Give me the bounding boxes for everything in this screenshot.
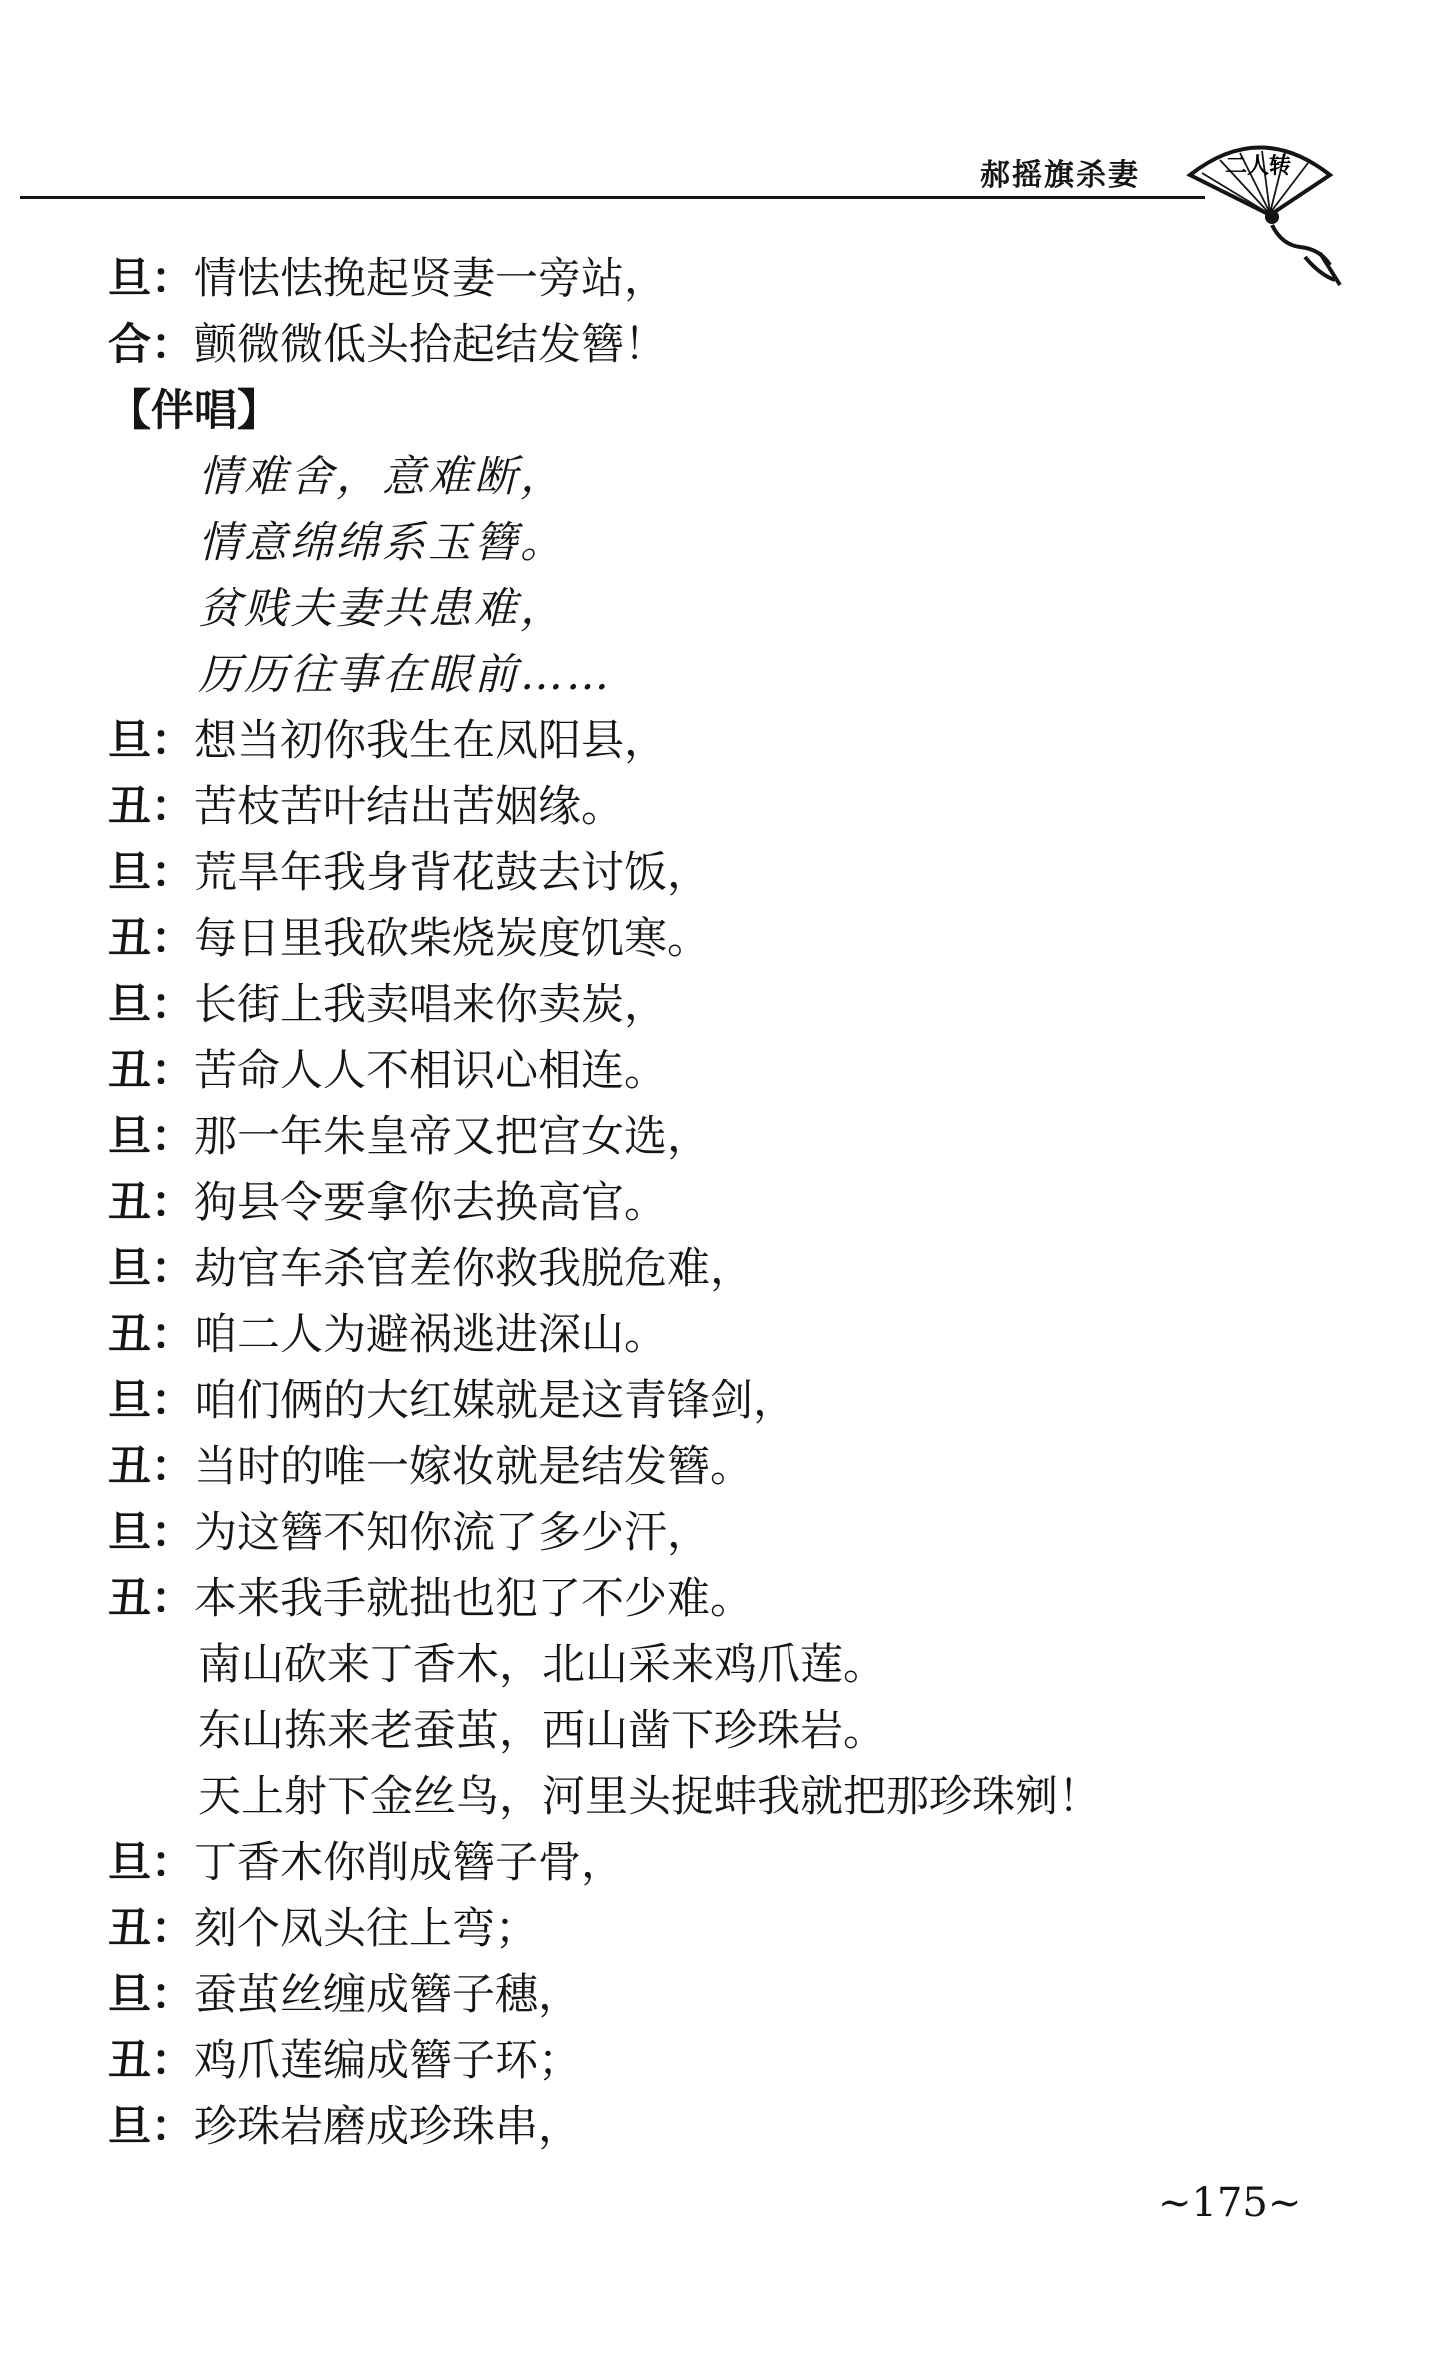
role-label: 旦： [108,1508,194,1558]
role-label: 丑： [108,1574,194,1624]
dialogue-line [108,840,1258,906]
line-text: 咱二人为避祸逃进深山。 [194,1310,667,1360]
dialogue-line [108,906,1258,972]
line-text: 咱们俩的大红媒就是这青锋剑， [194,1376,796,1426]
role-label: 丑： [108,914,194,964]
role-label: 丑： [108,1904,194,1954]
header-rule [20,196,1205,199]
dialogue-line [108,1170,1258,1236]
dialogue-line [108,312,1258,378]
line-text: 丁香木你削成簪子骨， [194,1838,624,1888]
dialogue-line [108,1434,1258,1500]
dialogue-line [108,1104,1258,1170]
continuation-line: 南山砍来丁香木，北山采来鸡爪莲。 [198,1640,886,1690]
chorus-line: 情意绵绵系玉簪。 [198,518,566,568]
dialogue-line [108,1368,1258,1434]
dialogue-line [108,2028,1258,2094]
role-label: 丑： [108,1178,194,1228]
line-text: 当时的唯一嫁妆就是结发簪。 [194,1442,753,1492]
line-text: 每日里我砍柴烧炭度饥寒。 [194,914,710,964]
line-text: 荒旱年我身背花鼓去讨饭， [194,848,710,898]
line-text: 狗县令要拿你去换高官。 [194,1178,667,1228]
role-label: 旦： [108,1970,194,2020]
dialogue-line [108,1830,1258,1896]
line-text: 苦枝苦叶结出苦姻缘。 [194,782,624,832]
dialogue-line [108,246,1258,312]
role-label: 旦： [108,1244,194,1294]
role-label: 丑： [108,1310,194,1360]
chorus-line: 情难舍，意难断， [198,452,566,502]
line-text: 刻个凤头往上弯； [194,1904,538,1954]
role-label: 旦： [108,980,194,1030]
page-number: ~175~ [1158,2180,1302,2226]
book-title: 郝摇旗杀妻 [980,158,1140,193]
line-text: 苦命人人不相识心相连。 [194,1046,667,1096]
role-label: 旦： [108,1838,194,1888]
dialogue-line [108,1962,1258,2028]
continuation-line: 东山拣来老蚕茧，西山凿下珍珠岩。 [198,1706,886,1756]
chorus-line: 历历往事在眼前…… [198,650,612,700]
role-label: 丑： [108,782,194,832]
line-text: 颤微微低头拾起结发簪！ [194,320,667,370]
role-label: 旦： [108,1112,194,1162]
line-text: 长街上我卖唱来你卖炭， [194,980,667,1030]
role-label: 丑： [108,1442,194,1492]
role-label: 旦： [108,254,194,304]
dialogue-line [108,2094,1258,2160]
line-text: 为这簪不知你流了多少汗， [194,1508,710,1558]
dialogue-line [108,774,1258,840]
role-label: 旦： [108,2102,194,2152]
line-text: 蚕茧丝缠成簪子穗， [194,1970,581,2020]
dialogue-line [108,708,1258,774]
line-text: 情怯怯挽起贤妻一旁站， [194,254,667,304]
role-label: 合： [108,320,194,370]
line-text: 珍珠岩磨成珍珠串， [194,2102,581,2152]
dialogue-line [108,972,1258,1038]
role-label: 丑： [108,2036,194,2086]
line-text: 本来我手就拙也犯了不少难。 [194,1574,753,1624]
role-label: 丑： [108,1046,194,1096]
script-body [108,246,1258,2160]
dialogue-line [108,1500,1258,1566]
line-text: 鸡爪莲编成簪子环； [194,2036,581,2086]
dialogue-line [108,1236,1258,1302]
role-label: 旦： [108,716,194,766]
chorus-line: 贫贱夫妻共患难， [198,584,566,634]
line-text: 劫官车杀官差你救我脱危难， [194,1244,753,1294]
continuation-line: 天上射下金丝鸟，河里头捉蚌我就把那珍珠剜！ [198,1772,1101,1822]
role-label: 旦： [108,848,194,898]
dialogue-line [108,1896,1258,1962]
fan-label: 二人转 [1224,154,1292,179]
dialogue-line [108,1038,1258,1104]
line-text: 那一年朱皇帝又把宫女选， [194,1112,710,1162]
dialogue-line [108,1566,1258,1632]
section-heading: 【伴唱】 [108,386,280,436]
line-text: 想当初你我生在凤阳县， [194,716,667,766]
dialogue-line [108,1302,1258,1368]
role-label: 旦： [108,1376,194,1426]
